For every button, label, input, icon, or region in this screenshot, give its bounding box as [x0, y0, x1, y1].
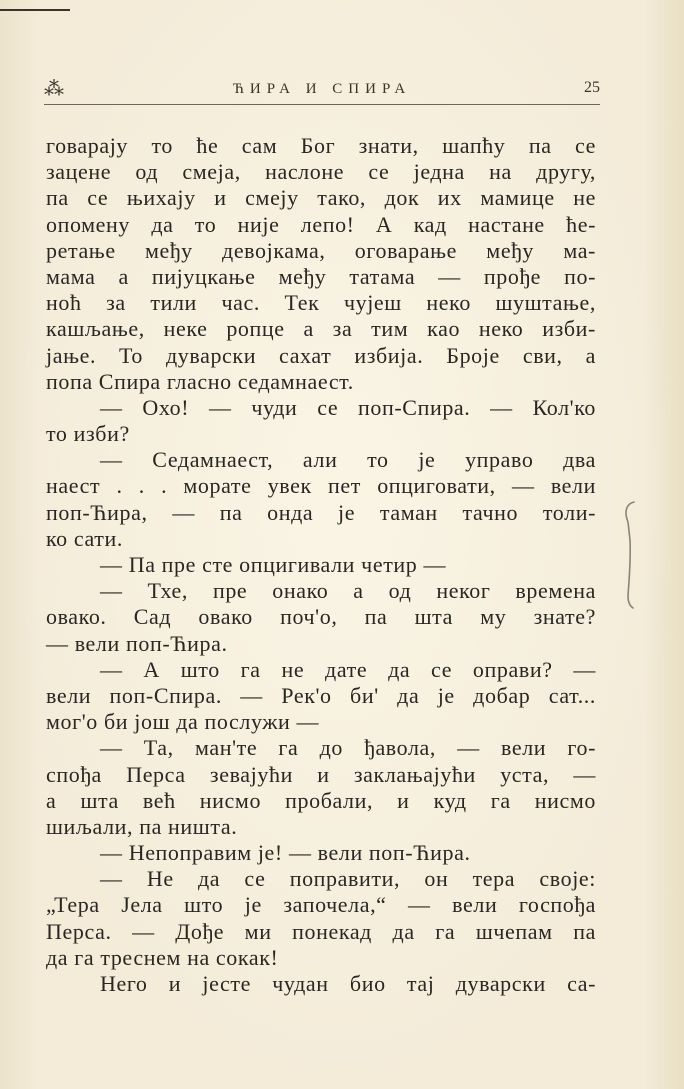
text-line: — Па пре сте опцигивали четир —	[100, 552, 447, 577]
text-line: — Непоправим је! — вели поп-Ћира.	[100, 840, 471, 866]
text-line: попа Спира гласно седамнаест.	[46, 368, 354, 394]
text-line: — Седамнаест, али то је управо два	[100, 447, 596, 473]
text-line: Перса. — Дође ми понекад да га шчепам па	[46, 918, 596, 944]
text-line: па се њихају и смеју тако, док их мамице не	[46, 185, 596, 211]
text-line: спођа Перса зевајући и заклањајући уста, —	[46, 761, 596, 787]
header-rule	[44, 104, 600, 105]
text-line: зацене од смеја, наслоне се једна на другу,	[46, 159, 596, 185]
text-line: а шта већ нисмо пробали, и куд га нисмо	[46, 787, 596, 813]
text-line: ретање међу девојкама, оговарање међу ма-	[46, 237, 596, 263]
text-line: кашљање, неке ропце а за тим као неко изби-	[46, 316, 596, 342]
text-line: то изби?	[46, 421, 130, 447]
text-line: овако. Сад овако поч'о, па шта му знате?	[46, 604, 596, 630]
text-line: — Та, ман'те га до ђавола, — вели го-	[100, 735, 596, 761]
body-text	[46, 133, 596, 997]
text-line: — Тхе, пре онако а од неког времена	[100, 578, 596, 604]
text-line: вели поп-Спира. — Рек'о би' да је добар сат...	[46, 682, 596, 708]
top-edge-rule	[0, 9, 70, 11]
text-line: мама а пијуцкање међу татама — прође по-	[46, 263, 596, 289]
running-head	[44, 78, 600, 104]
text-line: ноћ за тили час. Тек чујеш неко шуштање,	[46, 290, 596, 316]
text-line: — Не да се поправити, он тера своје:	[100, 866, 596, 892]
text-line: — Охо! — чуди се поп-Спира. — Кол'ко	[100, 394, 596, 420]
text-line: мог'о би још да послужи —	[46, 709, 320, 735]
page-number: 25	[584, 79, 600, 96]
text-line: наест . . . морате увек пет опциговати, — вели	[46, 473, 596, 499]
text-line: „Тера Јела што је започела,“ — вели госпођа	[46, 892, 596, 918]
text-line: опомену да то није лепо! А кад настане ће-	[46, 211, 596, 237]
text-line: говарају то ће сам Бог знати, шапћу па се	[46, 133, 596, 158]
text-line: — вели поп-Ћира.	[46, 630, 228, 656]
running-head-title: ЋИРА И СПИРА	[232, 81, 412, 97]
text-line: јање. То дуварски сахат избија. Броје сви, а	[46, 342, 596, 368]
text-line: да га треснем на сокак!	[46, 944, 279, 970]
text-line: шиљали, па ништа.	[46, 813, 238, 839]
pencil-bracket-mark-icon	[620, 500, 642, 610]
text-line: ко сати.	[46, 525, 123, 551]
text-line: поп-Ћира, — па онда је таман тачно толи-	[46, 499, 596, 525]
text-line: — А што га не дате да се оправи? —	[100, 656, 596, 682]
text-line: Него и јесте чудан био тај дуварски са-	[100, 971, 596, 996]
asterism-ornament-icon: ⁂	[44, 78, 64, 100]
